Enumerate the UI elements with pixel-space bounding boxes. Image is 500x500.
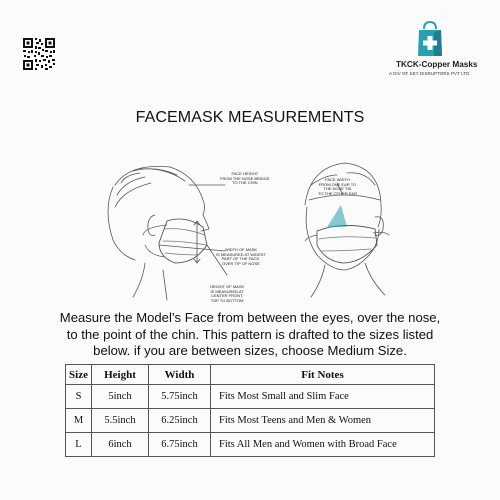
size-cell: S <box>66 385 92 409</box>
size-table <box>65 364 435 457</box>
table-row <box>66 433 435 457</box>
instructions-line: to the point of the chin. This pattern is drafted to the sizes listed <box>66 326 434 342</box>
height-cell: 5.5inch <box>92 409 149 433</box>
nose-highlight <box>327 205 347 227</box>
width-cell: 6.75inch <box>149 433 211 457</box>
brand-subtitle: A DIV OF KEY DISRUPTORS PVT LTD <box>389 71 470 76</box>
column-header-height: Height <box>92 365 149 385</box>
qr-code-icon <box>22 37 56 71</box>
face-measurement-illustration <box>85 145 415 305</box>
height-cell: 6inch <box>92 433 149 457</box>
height-cell: 5inch <box>92 385 149 409</box>
fit-notes-cell: Fits Most Teens and Men & Women <box>211 409 435 433</box>
annotation-mask-height: HEIGHT OF MASK IS MEASURED AT CENTER FRONT, TOP TO BOTTOM <box>210 284 245 303</box>
fit-notes-cell: Fits All Men and Women with Broad Face <box>211 433 435 457</box>
instructions-text <box>40 310 460 360</box>
width-cell: 6.25inch <box>149 409 211 433</box>
instructions-line: Measure the Model’s Face from between the eyes, over the nose, <box>59 310 441 325</box>
table-row <box>66 385 435 409</box>
size-cell: M <box>66 409 92 433</box>
annotation-mask-width: WIDTH OF MASK IS MEASURED AT WIDEST PART OF THE FACE, OVER TIP OF NOSE <box>216 247 266 266</box>
table-row <box>66 409 435 433</box>
fit-notes-cell: Fits Most Small and Slim Face <box>211 385 435 409</box>
size-cell: L <box>66 433 92 457</box>
annotation-face-width: FACE WIDTH FROM ONE EAR TO THE NOSE TID TO THE OTHER EAR <box>318 177 357 196</box>
annotation-face-height: FACE HEIGHT FROM THE NOSE BRIDGE TO THE CHIN <box>220 171 270 186</box>
shopping-bag-cross-logo <box>416 20 444 58</box>
column-header-fit-notes: Fit Notes <box>211 365 435 385</box>
table-header-row <box>66 365 435 385</box>
page-title: FACEMASK MEASUREMENTS <box>135 109 365 126</box>
column-header-width: Width <box>149 365 211 385</box>
column-header-size: Size <box>66 365 92 385</box>
instructions-line: below. if you are between sizes, choose Medium Size. <box>93 343 407 358</box>
brand-name: TKCK-Copper Masks <box>396 60 478 69</box>
width-cell: 5.75inch <box>149 385 211 409</box>
